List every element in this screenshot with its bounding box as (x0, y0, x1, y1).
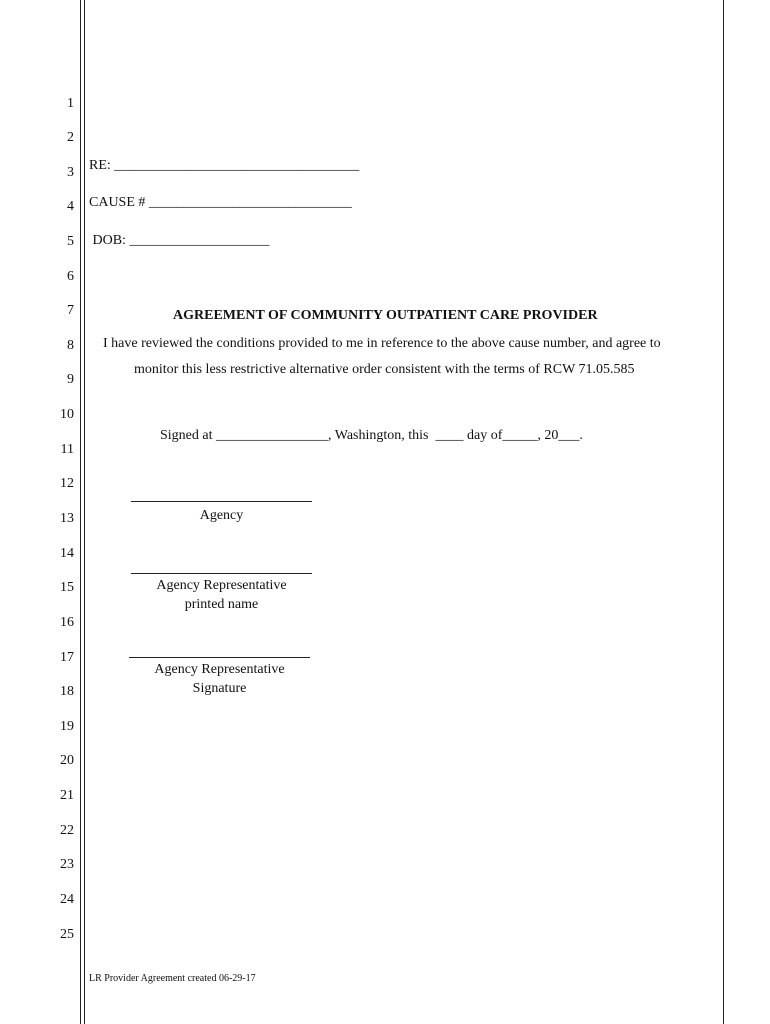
line-number: 4 (67, 199, 74, 214)
rep-printed-name-label-line2: printed name (184, 597, 259, 612)
rep-printed-name-label-line1: Agency Representative (156, 578, 287, 593)
line-number: 6 (67, 269, 74, 284)
line-number: 10 (60, 407, 74, 422)
line-number: 2 (67, 130, 74, 145)
line-number: 18 (60, 684, 74, 699)
line-number: 20 (60, 753, 74, 768)
line-number: 12 (60, 476, 74, 491)
line-number: 1 (67, 96, 74, 111)
re-field[interactable]: RE: ___________________________________ (89, 158, 360, 173)
line-number: 8 (67, 338, 74, 353)
line-number: 22 (60, 823, 74, 838)
line-number: 7 (67, 303, 74, 318)
line-number: 13 (60, 511, 74, 526)
body-text-line-1: I have reviewed the conditions provided to me in reference to the above cause number, and agree to (103, 336, 661, 351)
signed-at-line[interactable]: Signed at ________________, Washington, this ____ day of_____, 20___. (160, 428, 583, 443)
line-number: 9 (67, 372, 74, 387)
agency-label-text: Agency (199, 508, 244, 523)
line-number: 5 (67, 234, 74, 249)
line-number: 23 (60, 857, 74, 872)
footer-text: LR Provider Agreement created 06-29-17 (89, 973, 256, 984)
right-margin-rule (723, 0, 724, 1024)
line-number: 17 (60, 650, 74, 665)
agency-signature-line[interactable] (131, 501, 312, 502)
line-number: 14 (60, 546, 74, 561)
rep-signature-label-line2: Signature (192, 681, 247, 696)
rep-printed-name-label (131, 576, 312, 614)
rep-signature-label-line1: Agency Representative (154, 662, 285, 677)
left-margin-rule-inner (84, 0, 85, 1024)
left-margin-rule-outer (80, 0, 81, 1024)
cause-number-field[interactable]: CAUSE # _____________________________ (89, 195, 352, 210)
line-number: 11 (60, 442, 74, 457)
rep-signature-line[interactable] (129, 657, 310, 658)
line-number: 3 (67, 165, 74, 180)
line-number: 25 (60, 927, 74, 942)
rep-printed-name-line[interactable] (131, 573, 312, 574)
agency-label (131, 506, 312, 525)
body-text-line-2: monitor this less restrictive alternative order consistent with the terms of RCW 71.05.585 (134, 362, 635, 377)
line-number: 21 (60, 788, 74, 803)
dob-field[interactable]: DOB: ____________________ (89, 233, 270, 248)
line-number: 15 (60, 580, 74, 595)
line-number: 19 (60, 719, 74, 734)
line-number: 24 (60, 892, 74, 907)
line-number: 16 (60, 615, 74, 630)
document-title: AGREEMENT OF COMMUNITY OUTPATIENT CARE PROVIDER (173, 308, 598, 323)
rep-signature-label (129, 660, 310, 698)
